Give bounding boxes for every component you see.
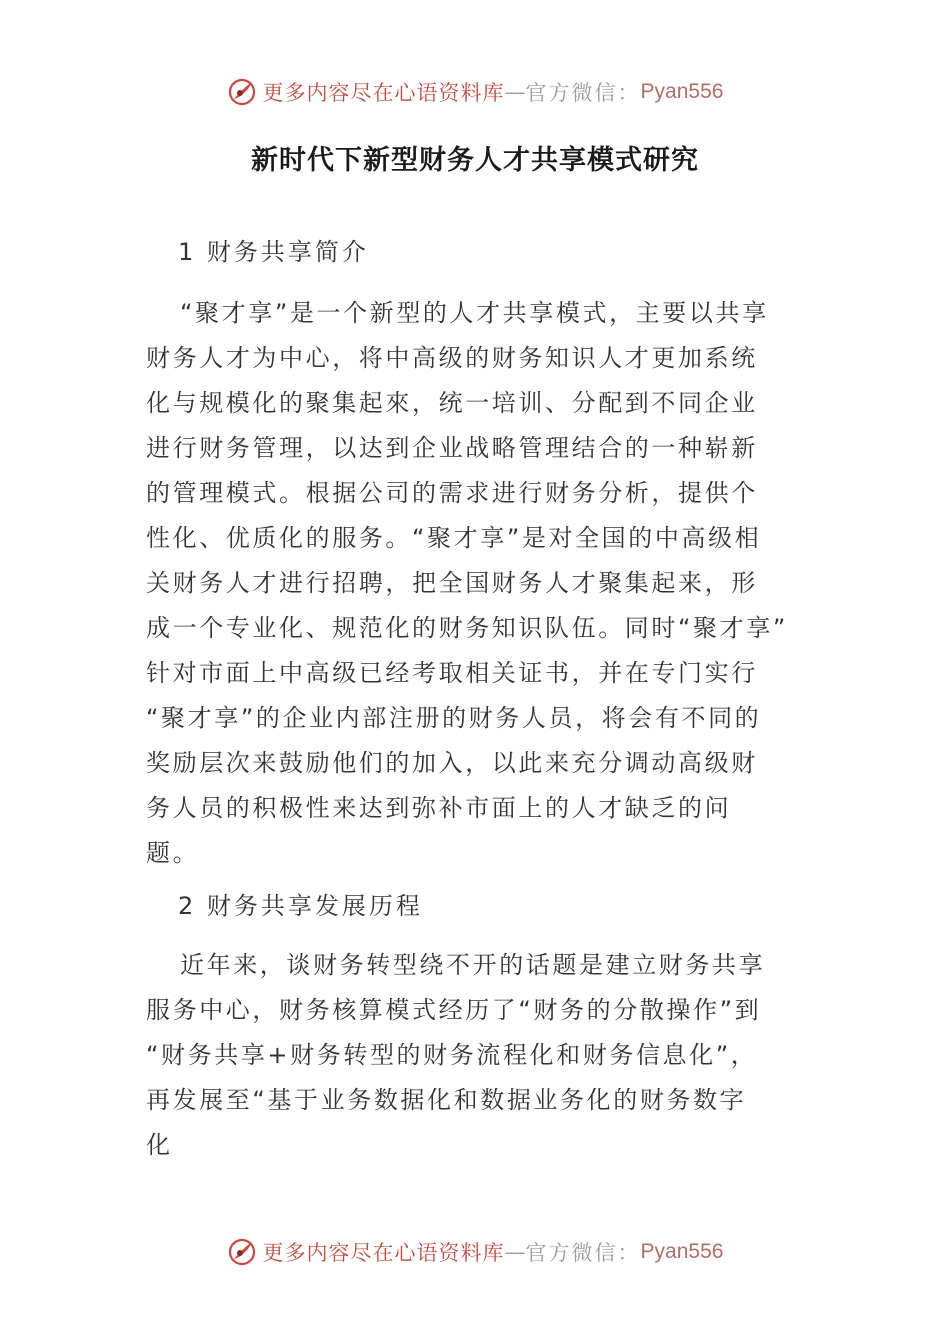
banner-separator: — (504, 80, 526, 104)
paragraph-line: 的管理模式。根据公司的需求进行财务分析，提供个 (146, 479, 758, 507)
paragraph-line: “财务共享+财务转型的财务流程化和财务信息化”， (146, 1041, 758, 1069)
section-heading: 1 财务共享简介 (178, 238, 369, 266)
footer-banner (0, 1232, 950, 1272)
paragraph-line: 成一个专业化、规范化的财务知识队伍。同时“聚才享” (146, 614, 788, 642)
document-title: 新时代下新型财务人才共享模式研究 (251, 145, 699, 176)
wechat-id: Pyan556 (640, 80, 724, 103)
paragraph-line: 性化、优质化的服务。“聚才享”是对全国的中高级相 (146, 524, 762, 552)
paragraph-line: 关财务人才进行招聘，把全国财务人才聚集起来，形 (146, 569, 758, 597)
quill-logo-icon (227, 77, 257, 107)
paragraph-line: 财务人才为中心，将中高级的财务知识人才更加系统 (146, 344, 758, 372)
paragraph-line: 近年来，谈财务转型绕不开的话题是建立财务共享 (180, 951, 766, 979)
header-banner (0, 72, 950, 112)
paragraph-line: 针对市面上中高级已经考取相关证书，并在专门实行 (146, 659, 758, 687)
banner-text: 更多内容尽在心语资料库 (262, 81, 505, 105)
paragraph-line: 奖励层次来鼓励他们的加入，以此来充分调动高级财 (146, 749, 758, 777)
paragraph-line: 服务中心，财务核算模式经历了“财务的分散操作”到 (146, 996, 762, 1024)
paragraph-line: 进行财务管理，以达到企业战略管理结合的一种崭新 (146, 434, 758, 462)
banner-text: 更多内容尽在心语资料库 (262, 1241, 505, 1265)
paragraph-line: 化 (146, 1131, 173, 1159)
paragraph-line: 题。 (146, 839, 200, 867)
section-heading: 2 财务共享发展历程 (178, 892, 423, 920)
wechat-label: 官方微信： (525, 1241, 641, 1265)
paragraph-line: 再发展至“基于业务数据化和数据业务化的财务数字 (146, 1086, 747, 1114)
banner-separator: — (504, 1240, 526, 1264)
wechat-id: Pyan556 (640, 1240, 724, 1263)
section-paragraph (146, 291, 816, 876)
paragraph-line: “聚才享”的企业内部注册的财务人员，将会有不同的 (146, 704, 762, 732)
paragraph-line: 化与规模化的聚集起來，统一培训、分配到不同企业 (146, 389, 758, 417)
wechat-label: 官方微信： (525, 81, 641, 105)
paragraph-line: “聚才享”是一个新型的人才共享模式，主要以共享 (180, 299, 769, 327)
section-paragraph (146, 943, 816, 1168)
quill-logo-icon (227, 1237, 257, 1267)
paragraph-line: 务人员的积极性来达到弥补市面上的人才缺乏的问 (146, 794, 732, 822)
